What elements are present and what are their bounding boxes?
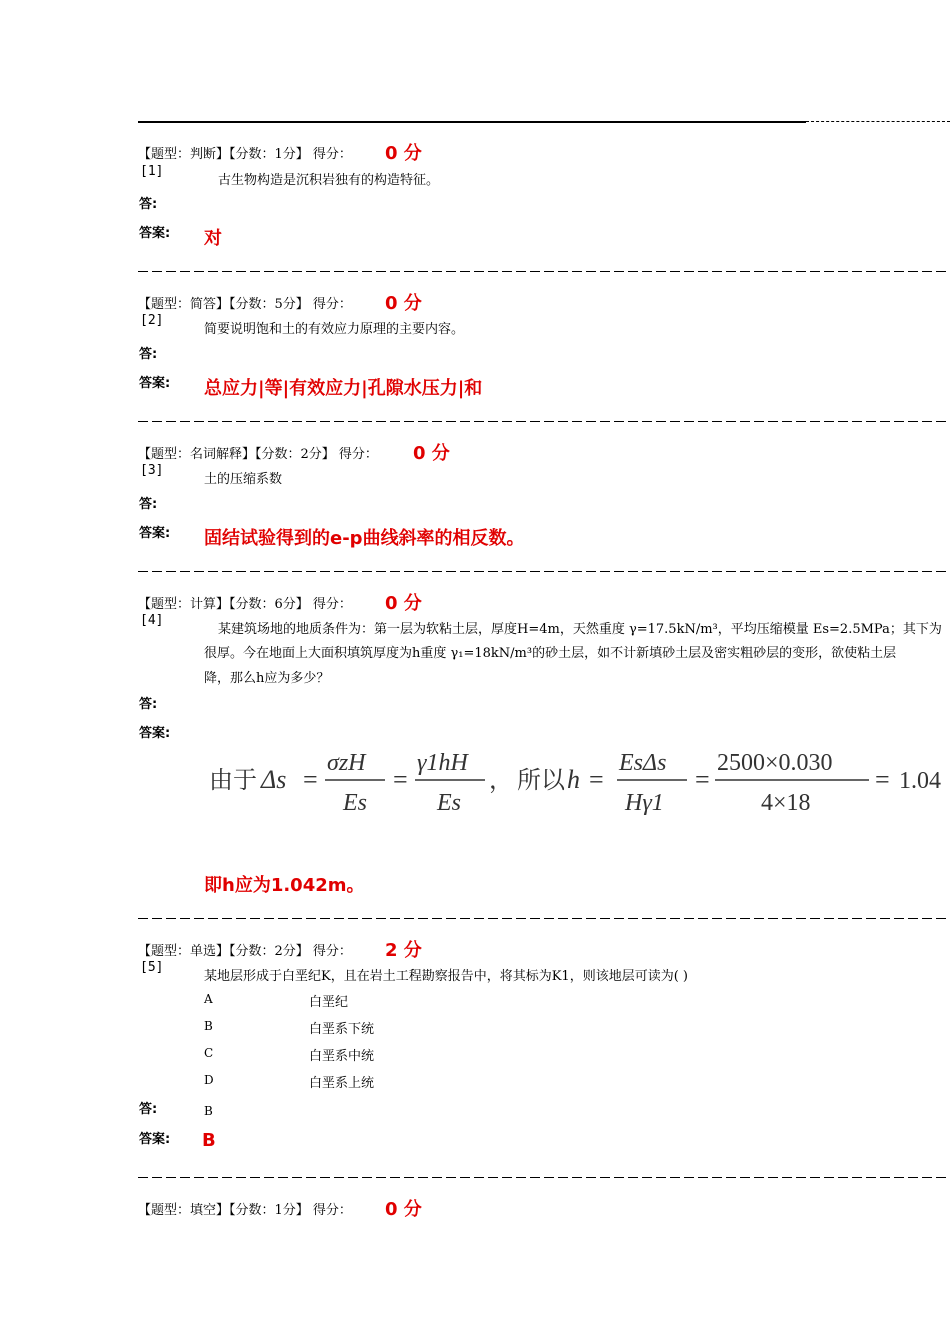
answer-label: 答: <box>139 497 158 512</box>
question-meta: 【题型：计算】【分数：6分】 得分： <box>138 597 352 612</box>
question-text: 土的压缩系数 <box>204 472 283 487</box>
answer-label: 答: <box>139 697 158 712</box>
formula-den2: Es <box>437 790 461 816</box>
divider <box>138 918 950 919</box>
question-text: 某地层形成于白垩纪K，且在岩土工程勘察报告中，将其标为K1，则该地层可读为( ) <box>204 969 688 984</box>
option-text: 白垩系下统 <box>309 1022 375 1037</box>
question-meta: 【题型：单选】【分数：2分】 得分： <box>138 944 352 959</box>
formula-comma: ， <box>489 768 513 794</box>
question-score: 0 分 <box>413 443 450 464</box>
formula-den3: Hγ1 <box>625 790 664 816</box>
option-letter: A <box>204 992 213 1006</box>
question-score: 0 分 <box>385 143 422 164</box>
answer-key-label: 答案: <box>139 376 171 391</box>
question-score: 0 分 <box>385 1199 422 1220</box>
question-number: [4] <box>140 613 164 628</box>
svg-text:=: = <box>875 765 890 794</box>
option-text: 白垩系中统 <box>309 1049 375 1064</box>
formula-prefix: 由于 <box>209 768 257 794</box>
formula-num4: 2500×0.030 <box>717 750 833 776</box>
option-letter: C <box>204 1046 214 1060</box>
question-score: 0 分 <box>385 293 422 314</box>
svg-text:=: = <box>695 765 710 794</box>
question-text-line: 某建筑场地的地质条件为：第一层为软粘土层，厚度H=4m，天然重度 γ=17.5kN/m³，平均压缩模量 Es=2.5MPa；其下为 <box>218 622 942 637</box>
answer-key: B <box>202 1130 216 1151</box>
option-letter: D <box>204 1073 214 1087</box>
option-text: 白垩纪 <box>309 995 349 1010</box>
question-score: 2 分 <box>385 940 422 961</box>
answer-key-label: 答案: <box>139 726 171 741</box>
formula-result: 1.04 <box>899 768 941 794</box>
divider <box>138 571 950 572</box>
question-number: [5] <box>140 960 164 975</box>
formula-den1: Es <box>343 790 367 816</box>
answer-key: 即h应为1.042m。 <box>204 875 365 896</box>
question-text-line: 降，那么h应为多少？ <box>204 671 330 686</box>
top-rule-dashed <box>806 121 950 122</box>
svg-text:=: = <box>589 765 604 794</box>
question-number: [2] <box>140 313 164 328</box>
divider <box>138 1177 950 1178</box>
svg-text:=: = <box>393 765 408 794</box>
answer-key-label: 答案: <box>139 226 171 241</box>
question-meta: 【题型：名词解释】【分数：2分】 得分： <box>138 447 378 462</box>
formula-h: h <box>567 765 580 794</box>
divider <box>138 271 950 272</box>
formula-image <box>205 740 950 826</box>
question-text: 古生物构造是沉积岩独有的构造特征。 <box>218 173 440 188</box>
answer-key: 总应力|等|有效应力|孔隙水压力|和 <box>204 378 483 399</box>
top-rule <box>138 121 806 123</box>
question-number: [1] <box>140 164 164 179</box>
question-meta: 【题型：简答】【分数：5分】 得分： <box>138 297 352 312</box>
student-answer: B <box>204 1104 213 1118</box>
question-meta: 【题型：填空】【分数：1分】 得分： <box>138 1203 352 1218</box>
formula-num2: γ1hH <box>417 750 468 776</box>
question-number: [3] <box>140 463 164 478</box>
svg-text:=: = <box>303 765 318 794</box>
formula-suffix: 所以 <box>517 768 565 794</box>
formula-num3: EsΔs <box>619 750 667 776</box>
divider <box>138 421 950 422</box>
answer-key: 固结试验得到的e-p曲线斜率的相反数。 <box>204 528 525 549</box>
option-letter: B <box>204 1019 213 1033</box>
answer-label: 答: <box>139 347 158 362</box>
answer-key: 对 <box>204 228 222 249</box>
formula-den4: 4×18 <box>761 790 811 816</box>
question-meta: 【题型：判断】【分数：1分】 得分： <box>138 147 352 162</box>
formula-num1: σzH <box>327 750 366 776</box>
formula-delta-s: Δs <box>261 765 287 794</box>
question-text: 简要说明饱和土的有效应力原理的主要内容。 <box>204 322 465 337</box>
answer-label: 答: <box>139 197 158 212</box>
answer-label: 答: <box>139 1102 158 1117</box>
question-score: 0 分 <box>385 593 422 614</box>
answer-key-label: 答案: <box>139 1132 171 1147</box>
answer-key-label: 答案: <box>139 526 171 541</box>
question-text-line: 很厚。今在地面上大面积填筑厚度为h重度 γ₁=18kN/m³的砂土层，如不计新填砂土层及密实粗砂层的变形，欲使粘土层 <box>204 646 897 661</box>
option-text: 白垩系上统 <box>309 1076 375 1091</box>
